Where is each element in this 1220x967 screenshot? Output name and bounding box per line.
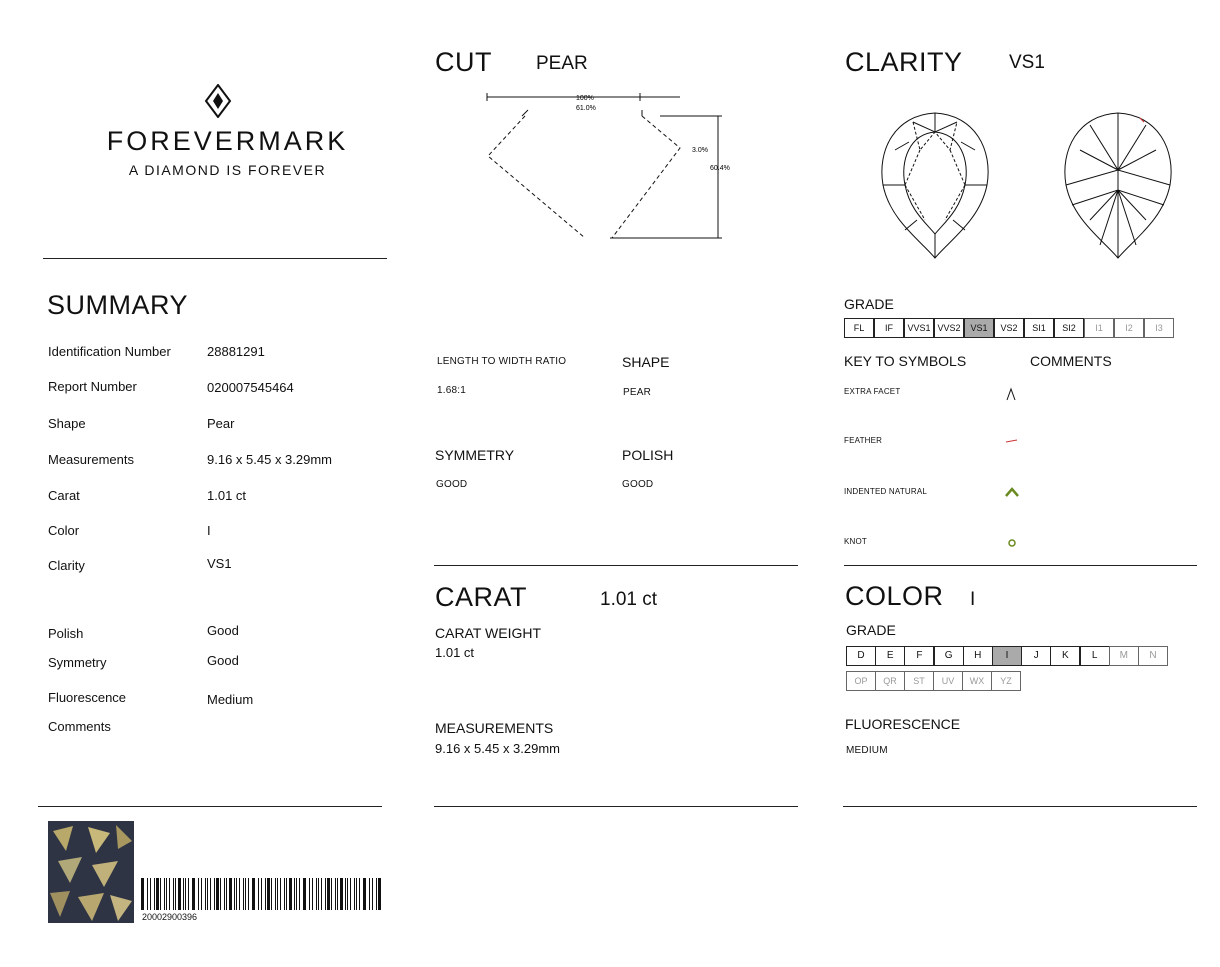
clarity-title: CLARITY — [845, 47, 963, 77]
clarity-grade-label: GRADE — [844, 296, 894, 312]
summary-value: Good — [207, 623, 239, 638]
summary-label: Report Number — [48, 379, 137, 394]
polish-label: POLISH — [622, 447, 674, 463]
summary-value: VS1 — [207, 556, 232, 571]
clarity-grade-cell: VVS1 — [904, 318, 934, 338]
color-grade-cell: WX — [962, 671, 992, 691]
clarity-grade-cell: SI2 — [1054, 318, 1084, 338]
hologram-image — [48, 821, 134, 923]
summary-label: Polish — [48, 626, 84, 641]
table-pct-label: 61.0% — [576, 105, 596, 112]
ratio-value: 1.68:1 — [437, 385, 467, 396]
color-grade-cell: QR — [875, 671, 905, 691]
summary-value: Medium — [207, 692, 254, 707]
summary-label: Symmetry — [48, 655, 107, 670]
symbol-label: FEATHER — [844, 436, 883, 445]
carat-title: CARAT — [435, 582, 528, 612]
color-grade-cell: K — [1050, 646, 1080, 666]
clarity-grade-cell: VS2 — [994, 318, 1024, 338]
clarity-grade-cell: FL — [844, 318, 874, 338]
color-grade-label: GRADE — [846, 622, 896, 638]
symbol-label: EXTRA FACET — [844, 387, 901, 396]
clarity-grade-cell: VVS2 — [934, 318, 964, 338]
divider — [434, 806, 798, 807]
color-grade-cell: N — [1138, 646, 1168, 666]
symbol-label: KNOT — [844, 537, 868, 546]
symbol-label: INDENTED NATURAL — [844, 487, 928, 496]
divider — [843, 806, 1197, 807]
color-value: I — [970, 589, 976, 610]
logo — [40, 80, 390, 190]
color-grade-cell: I — [992, 646, 1022, 666]
color-grade-cell: YZ — [991, 671, 1021, 691]
key-to-symbols-label: KEY TO SYMBOLS — [844, 353, 967, 369]
clarity-grade-cell: I1 — [1084, 318, 1114, 338]
summary-value: Good — [207, 653, 239, 668]
summary-label: Shape — [48, 416, 86, 431]
color-grade-cell: L — [1080, 646, 1110, 666]
color-grade-cell: H — [963, 646, 993, 666]
barcode-number: 20002900396 — [142, 912, 198, 922]
fluorescence-value: MEDIUM — [846, 745, 888, 756]
clarity-grade-cell: IF — [874, 318, 904, 338]
measurements-value: 9.16 x 5.45 x 3.29mm — [435, 741, 561, 756]
symmetry-value: GOOD — [436, 479, 468, 490]
knot-icon — [1006, 538, 1018, 548]
summary-value: Pear — [207, 416, 235, 431]
measurements-label: MEASUREMENTS — [435, 720, 554, 736]
summary-label: Fluorescence — [48, 690, 127, 705]
color-title: COLOR — [845, 581, 944, 611]
summary-title: SUMMARY — [47, 290, 189, 320]
feather-icon — [1005, 437, 1019, 445]
summary-value: 28881291 — [207, 344, 265, 359]
color-grade-cell: D — [846, 646, 876, 666]
summary-label: Identification Number — [48, 344, 171, 359]
divider — [844, 565, 1197, 566]
divider — [38, 806, 382, 807]
brand-tagline: A DIAMOND IS FOREVER — [128, 162, 327, 178]
color-grade-cell: UV — [933, 671, 963, 691]
summary-value: 1.01 ct — [207, 488, 247, 503]
clarity-grade-cell: I2 — [1114, 318, 1144, 338]
color-grade-cell: E — [875, 646, 905, 666]
clarity-grade-cell: SI1 — [1024, 318, 1054, 338]
summary-label: Measurements — [48, 452, 134, 467]
cut-proportion-diagram — [480, 88, 740, 244]
summary-value: 9.16 x 5.45 x 3.29mm — [207, 452, 333, 467]
summary-label: Color — [48, 523, 80, 538]
summary-label: Clarity — [48, 558, 85, 573]
brand-name: FOREVERMARK — [106, 126, 349, 156]
cut-title: CUT — [435, 47, 492, 77]
divider — [434, 565, 798, 566]
carat-weight-label: CARAT WEIGHT — [435, 625, 542, 641]
color-grade-cell: M — [1109, 646, 1139, 666]
divider — [43, 258, 387, 259]
shape-label: SHAPE — [622, 354, 670, 370]
symmetry-label: SYMMETRY — [435, 447, 515, 463]
fluorescence-label: FLUORESCENCE — [845, 716, 961, 732]
clarity-grade-cell: I3 — [1144, 318, 1174, 338]
ratio-label: LENGTH TO WIDTH RATIO — [437, 356, 567, 367]
table-total-label: 100% — [576, 95, 594, 102]
color-grade-cell: ST — [904, 671, 934, 691]
carat-weight-value: 1.01 ct — [435, 645, 475, 660]
indented-natural-icon — [1004, 486, 1020, 498]
forevermark-diamond-icon — [203, 84, 233, 118]
carat-value: 1.01 ct — [600, 589, 658, 610]
cut-value: PEAR — [536, 53, 588, 74]
shape-value: PEAR — [623, 387, 652, 398]
extra-facet-icon — [1005, 387, 1017, 401]
clarity-value: VS1 — [1009, 52, 1045, 73]
summary-label: Carat — [48, 488, 80, 503]
crown-pct-label: 3.0% — [692, 147, 708, 154]
color-grade-cell: OP — [846, 671, 876, 691]
pear-pavilion-plot — [1060, 110, 1180, 262]
polish-value: GOOD — [622, 479, 654, 490]
color-grade-cell: F — [904, 646, 934, 666]
color-grade-cell: G — [934, 646, 964, 666]
summary-label: Comments — [48, 719, 111, 734]
summary-value: I — [207, 523, 211, 538]
clarity-grade-cell: VS1 — [964, 318, 994, 338]
barcode — [141, 878, 381, 910]
pear-crown-plot — [875, 110, 995, 262]
comments-label: COMMENTS — [1030, 353, 1112, 369]
depth-pct-label: 60.4% — [710, 165, 730, 172]
summary-value: 020007545464 — [207, 380, 294, 395]
color-grade-cell: J — [1021, 646, 1051, 666]
